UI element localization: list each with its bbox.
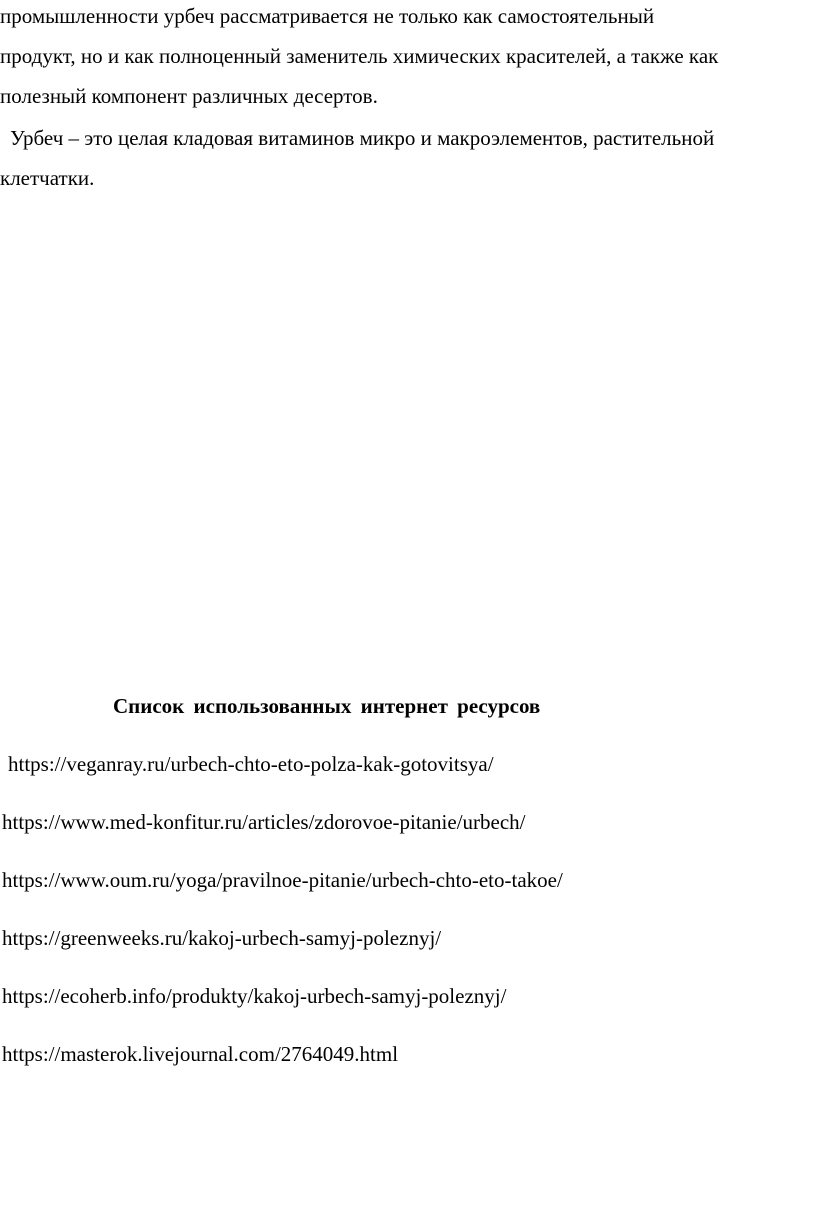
references-heading: Список использованных интернет ресурсов [113, 694, 541, 718]
body-text-line: клетчатки. [0, 166, 95, 190]
reference-link[interactable]: https://veganray.ru/urbech-chto-eto-polza-kak-gotovitsya/ [8, 752, 494, 776]
reference-link[interactable]: https://www.med-konfitur.ru/articles/zdorovoe-pitanie/urbech/ [2, 810, 526, 834]
body-text-line: полезный компонент различных десертов. [0, 84, 378, 108]
reference-link[interactable]: https://www.oum.ru/yoga/pravilnoe-pitanie/urbech-chto-eto-takoe/ [2, 868, 563, 892]
reference-link[interactable]: https://ecoherb.info/produkty/kakoj-urbech-samyj-poleznyj/ [2, 984, 507, 1008]
body-text-line: продукт, но и как полноценный заменитель химических красителей, а также как [0, 44, 719, 68]
reference-link[interactable]: https://greenweeks.ru/kakoj-urbech-samyj-poleznyj/ [2, 926, 442, 950]
body-text-line: Урбеч – это целая кладовая витаминов микро и макроэлементов, растительной [10, 126, 715, 150]
body-text-line: промышленности урбеч рассматривается не только как самостоятельный [0, 4, 655, 28]
reference-link[interactable]: https://masterok.livejournal.com/2764049.html [2, 1042, 399, 1066]
